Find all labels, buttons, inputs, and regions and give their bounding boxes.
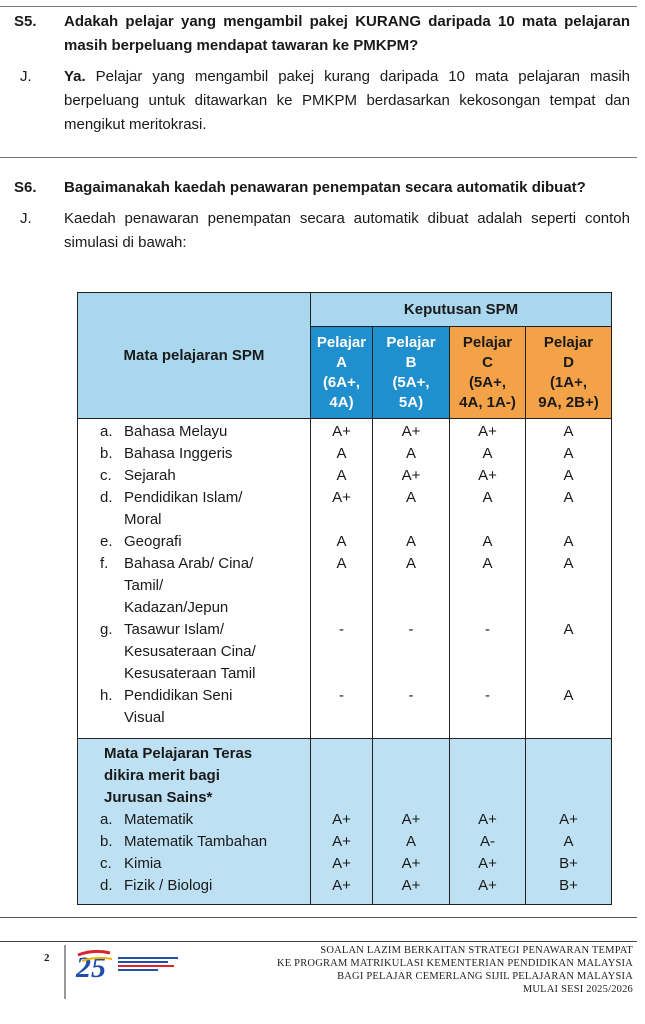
grades-student-b	[373, 419, 450, 739]
grades-student-c	[450, 419, 526, 739]
grade-cell: A	[563, 467, 574, 484]
subject-letter: a.	[100, 811, 113, 828]
grade-cell: A	[336, 555, 347, 572]
grade-spacer	[373, 575, 449, 597]
question-label: S5.	[14, 13, 37, 30]
subject-name: Geografi	[124, 533, 182, 550]
grade-spacer	[526, 663, 611, 685]
grade-spacer	[450, 641, 525, 663]
subject-row	[100, 619, 310, 685]
subject-row	[100, 487, 310, 531]
grade-cell: -	[408, 621, 414, 638]
grade-spacer	[373, 641, 449, 663]
subject-name: Fizik / Biologi	[124, 877, 213, 894]
teras-cell	[78, 739, 311, 905]
answer-text: Kaedah penawaran penempatan secara automatik dibuat adalah seperti contoh simulasi di bawah:	[64, 210, 630, 251]
grade-cell: A+	[332, 855, 351, 872]
teras-title: Mata Pelajaran Teras dikira merit bagi Jurusan Sains*	[104, 745, 253, 806]
grade-cell: A	[563, 621, 574, 638]
grade-spacer	[311, 641, 372, 663]
grade-spacer	[450, 575, 525, 597]
grade-spacer	[526, 641, 611, 663]
anniversary-logo-icon	[74, 947, 204, 983]
answer-bold-lead: Ya.	[64, 68, 86, 85]
question-label: S6.	[14, 179, 37, 196]
subject-letter: b.	[100, 445, 113, 462]
table-bottom-divider	[0, 917, 637, 918]
grade-cell: A	[336, 467, 347, 484]
top-divider	[0, 6, 637, 7]
grade-cell: A+	[332, 811, 351, 828]
question-text: Bagaimanakah kaedah penawaran penempatan secara automatik dibuat?	[64, 179, 586, 196]
grade-cell: A	[563, 833, 574, 850]
grade-cell: A	[563, 533, 574, 550]
grade-cell: A	[405, 489, 416, 506]
grade-cell: A+	[401, 877, 421, 894]
subject-name: Matematik Tambahan	[124, 833, 268, 850]
teras-subject-list	[78, 809, 310, 899]
section-divider	[0, 157, 637, 158]
grade-cell: -	[339, 687, 344, 704]
grade-cell: B+	[559, 877, 578, 894]
grade-cell: A+	[478, 811, 497, 828]
grade-cell: A+	[401, 811, 421, 828]
grade-cell: A+	[401, 423, 421, 440]
subject-row	[100, 531, 310, 553]
header-student-c: Pelajar C (5A+, 4A, 1A-)	[450, 327, 526, 419]
grade-cell: A	[405, 533, 416, 550]
grade-spacer	[526, 575, 611, 597]
subject-name: Pendidikan Seni Visual	[124, 687, 233, 726]
subject-name: Sejarah	[124, 467, 176, 484]
grades-student-d	[526, 419, 612, 739]
subject-letter: c.	[100, 855, 112, 872]
grade-cell: -	[408, 687, 414, 704]
answer-label: J.	[20, 68, 32, 85]
subject-row	[100, 465, 310, 487]
subject-name: Tasawur Islam/ Kesusateraan Cina/ Kesusateraan Tamil	[124, 621, 256, 682]
subject-letter: a.	[100, 423, 113, 440]
grade-spacer	[526, 509, 611, 531]
subject-letter: d.	[100, 877, 113, 894]
teras-grades-student-b	[373, 739, 450, 905]
grade-cell: A	[336, 445, 347, 462]
faq-s5	[14, 10, 630, 137]
grade-cell: A+	[478, 423, 497, 440]
subject-name: Pendidikan Islam/ Moral	[124, 489, 243, 528]
header-student-a: Pelajar A (6A+, 4A)	[311, 327, 373, 419]
grade-cell: A	[482, 445, 493, 462]
grade-spacer	[311, 663, 372, 685]
teras-subject-row	[100, 831, 310, 853]
logo-number: 25	[76, 951, 106, 983]
subject-row	[100, 421, 310, 443]
grade-cell: A+	[332, 833, 351, 850]
footer-divider	[0, 941, 637, 942]
grade-cell: A+	[478, 855, 497, 872]
grade-spacer	[311, 509, 372, 531]
subject-name: Matematik	[124, 811, 194, 828]
subject-name: Bahasa Arab/ Cina/ Tamil/ Kadazan/Jepun	[124, 555, 254, 616]
grade-cell: A	[563, 423, 574, 440]
header-student-d: Pelajar D (1A+, 9A, 2B+)	[526, 327, 612, 419]
grade-cell: A	[405, 833, 416, 850]
header-student-b: Pelajar B (5A+, 5A)	[373, 327, 450, 419]
grade-cell: A+	[478, 467, 497, 484]
answer-text	[64, 65, 630, 137]
simulation-table	[77, 292, 612, 905]
grade-spacer	[373, 663, 449, 685]
subject-row	[100, 685, 310, 729]
grade-cell: A	[482, 533, 493, 550]
subject-list-cell	[78, 419, 311, 739]
header-group: Keputusan SPM	[311, 293, 612, 327]
teras-grades-student-d	[526, 739, 612, 905]
grade-cell: -	[485, 621, 490, 638]
header-subject: Mata pelajaran SPM	[78, 293, 311, 419]
grade-spacer	[311, 707, 372, 729]
teras-grades-student-c	[450, 739, 526, 905]
grade-cell: A+	[332, 877, 351, 894]
subject-row	[100, 443, 310, 465]
teras-subject-row	[100, 853, 310, 875]
grade-cell: A	[563, 555, 574, 572]
grade-cell: A	[336, 533, 347, 550]
subject-letter: h.	[100, 687, 113, 704]
teras-subject-row	[100, 809, 310, 831]
grade-spacer	[450, 663, 525, 685]
subject-letter: c.	[100, 467, 112, 484]
teras-grades-student-a	[311, 739, 373, 905]
answer-label: J.	[20, 210, 32, 227]
grade-cell: A	[405, 555, 416, 572]
subject-list	[78, 419, 310, 731]
answer-body: Pelajar yang mengambil pakej kurang daripada 10 mata pelajaran masih berpeluang untuk ditawarkan ke PMKPM berdasarkan kekosongan tempat dan mengikut meritokrasi.	[64, 68, 630, 133]
grade-cell: A	[405, 445, 416, 462]
grade-spacer	[526, 707, 611, 729]
grades-student-a	[311, 419, 373, 739]
grade-spacer	[311, 597, 372, 619]
page-number: 2	[44, 952, 50, 964]
grade-cell: A	[563, 687, 574, 704]
grade-spacer	[311, 575, 372, 597]
question-text: Adakah pelajar yang mengambil pakej KURANG daripada 10 mata pelajaran masih berpeluang mendapat tawaran ke PMKPM?	[64, 13, 630, 54]
grade-spacer	[450, 707, 525, 729]
subject-row	[100, 553, 310, 619]
grade-cell: A+	[478, 877, 497, 894]
faq-s6	[14, 176, 630, 255]
footer-vertical-bar	[64, 945, 66, 999]
subject-letter: f.	[100, 555, 109, 572]
grade-cell: A	[482, 489, 493, 506]
grade-spacer	[526, 597, 611, 619]
grade-cell: B+	[559, 855, 578, 872]
grade-cell: A	[563, 445, 574, 462]
grade-cell: A+	[401, 467, 421, 484]
subject-name: Kimia	[124, 855, 162, 872]
teras-subject-row	[100, 875, 310, 897]
subject-name: Bahasa Inggeris	[124, 445, 233, 462]
footer-title: SOALAN LAZIM BERKAITAN STRATEGI PENAWARAN TEMPAT KE PROGRAM MATRIKULASI KEMENTERIAN PENDIDIKAN MALAYSIA BAGI PELAJAR CEMERLANG SIJIL PELAJARAN MALAYSIA MULAI SESI 2025/2026	[276, 945, 633, 995]
grade-cell: -	[485, 687, 490, 704]
grade-spacer	[450, 597, 525, 619]
subject-letter: d.	[100, 489, 113, 506]
subject-letter: b.	[100, 833, 113, 850]
subject-letter: e.	[100, 533, 113, 550]
grade-cell: A	[563, 489, 574, 506]
subject-name: Bahasa Melayu	[124, 423, 228, 440]
grade-spacer	[373, 509, 449, 531]
grade-cell: A-	[480, 833, 495, 850]
grade-cell: A+	[559, 811, 578, 828]
grade-cell: A+	[332, 423, 351, 440]
grade-cell: -	[339, 621, 344, 638]
grade-cell: A+	[401, 855, 421, 872]
grade-cell: A+	[332, 489, 351, 506]
grade-spacer	[373, 707, 449, 729]
grade-spacer	[373, 597, 449, 619]
subject-letter: g.	[100, 621, 113, 638]
grade-spacer	[450, 509, 525, 531]
grade-cell: A	[482, 555, 493, 572]
